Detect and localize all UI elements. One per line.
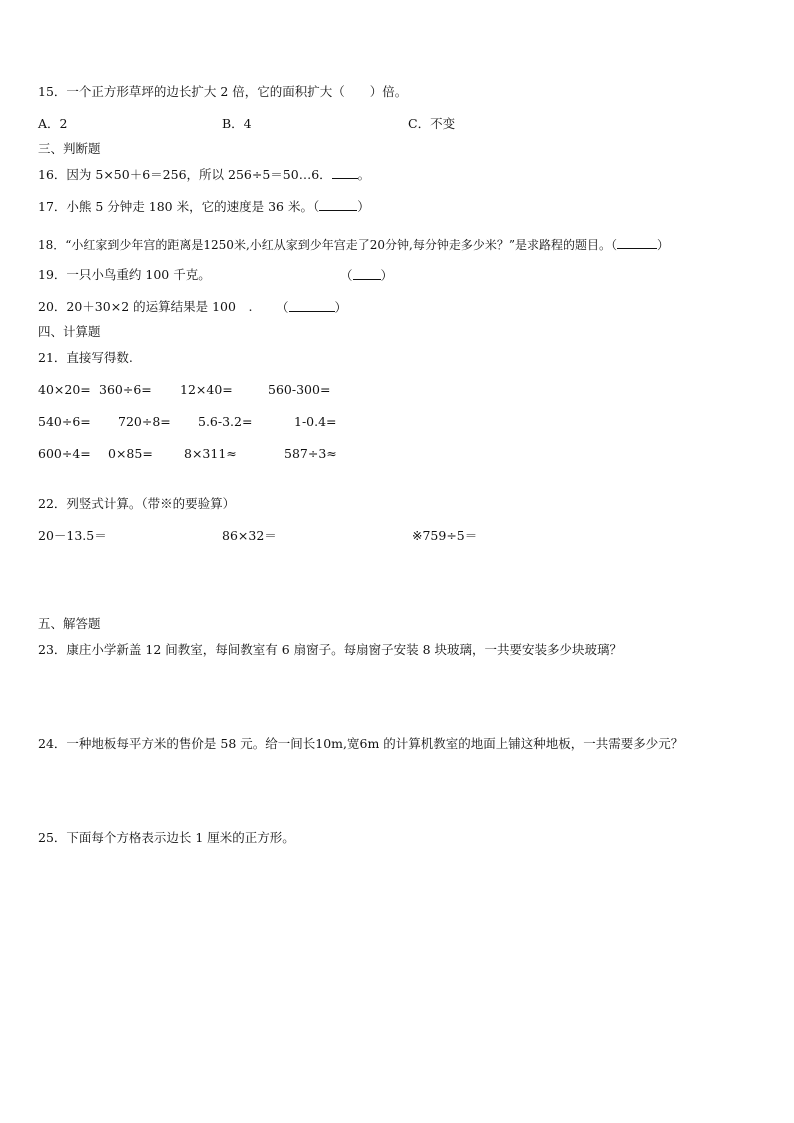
question-15-option-a: A．2 xyxy=(38,116,68,131)
question-15-option-b: B．4 xyxy=(222,116,252,131)
question-19 xyxy=(38,267,211,283)
question-15-option-c: C．不变 xyxy=(408,116,456,131)
question-21-title: 21．直接写得数. xyxy=(38,350,133,365)
calc-item: 560-300= xyxy=(268,382,331,397)
question-24: 24．一种地板每平方米的售价是 58 元。给一间长10m,宽6m 的计算机教室的地面上铺这种地板，一共需要多少元？ xyxy=(38,736,684,751)
question-16-tail: 。 xyxy=(357,167,371,182)
calc-item: 5.6-3.2= xyxy=(198,414,253,429)
question-15 xyxy=(38,84,407,100)
answer-blank[interactable] xyxy=(319,198,357,211)
paren-close: ） xyxy=(380,268,394,283)
calc-item: 1-0.4= xyxy=(294,414,337,429)
vertical-calc-item: 20－13.5＝ xyxy=(38,528,107,543)
calc-item: 0×85= xyxy=(108,446,153,461)
section-heading-problems: 五、解答题 xyxy=(38,616,101,631)
question-23: 23．康庄小学新盖 12 间教室，每间教室有 6 扇窗子。每扇窗子安装 8 块玻璃，一共要安装多少块玻璃？ xyxy=(38,642,623,657)
question-20 xyxy=(38,299,252,315)
question-18 xyxy=(38,236,669,253)
vertical-calc-item: 86×32＝ xyxy=(222,528,277,543)
calc-item: 12×40= xyxy=(180,382,233,397)
calc-item: 40×20= xyxy=(38,382,91,397)
question-18-text: 18．“小红家到少年宫的距离是1250米,小红从家到少年宫走了20分钟,每分钟走多少米？”是求路程的题目。（ xyxy=(38,238,617,252)
paren-open: （ xyxy=(276,300,289,315)
answer-blank[interactable] xyxy=(353,267,381,280)
question-25: 25．下面每个方格表示边长 1 厘米的正方形。 xyxy=(38,830,295,845)
paren-close: ） xyxy=(334,300,348,315)
answer-blank[interactable] xyxy=(289,299,335,312)
paren-open: （ xyxy=(340,268,353,283)
question-16-text: 16．因为 5×50＋6＝256，所以 256÷5＝50…6． xyxy=(38,167,332,182)
calc-item: 587÷3≈ xyxy=(284,446,337,461)
question-18-tail: ） xyxy=(656,238,669,252)
question-20-text: 20．20＋30×2 的运算结果是 100 . xyxy=(38,299,253,314)
calc-item: 540÷6= xyxy=(38,414,91,429)
question-16 xyxy=(38,166,370,183)
calc-item: 600÷4= xyxy=(38,446,91,461)
question-17-text: 17．小熊 5 分钟走 180 米，它的速度是 36 米。（ xyxy=(38,199,320,214)
question-19-text: 19．一只小鸟重约 100 千克。 xyxy=(38,267,211,282)
question-15-text: 15．一个正方形草坪的边长扩大 2 倍，它的面积扩大（ ）倍。 xyxy=(38,84,408,99)
section-heading-calculation: 四、计算题 xyxy=(38,324,101,339)
question-17 xyxy=(38,198,370,215)
question-17-tail: ） xyxy=(357,199,370,214)
answer-blank[interactable] xyxy=(617,236,657,249)
calc-item: 360÷6= xyxy=(99,382,152,397)
calc-item: 720÷8= xyxy=(118,414,171,429)
question-20-answer xyxy=(276,299,347,316)
answer-blank[interactable] xyxy=(332,166,358,179)
section-heading-judgement: 三、判断题 xyxy=(38,141,101,156)
question-19-answer xyxy=(340,267,393,284)
question-22-title: 22．列竖式计算。（带※的要验算） xyxy=(38,496,236,511)
vertical-calc-item: ※759÷5＝ xyxy=(412,528,478,543)
calc-item: 8×311≈ xyxy=(184,446,237,461)
